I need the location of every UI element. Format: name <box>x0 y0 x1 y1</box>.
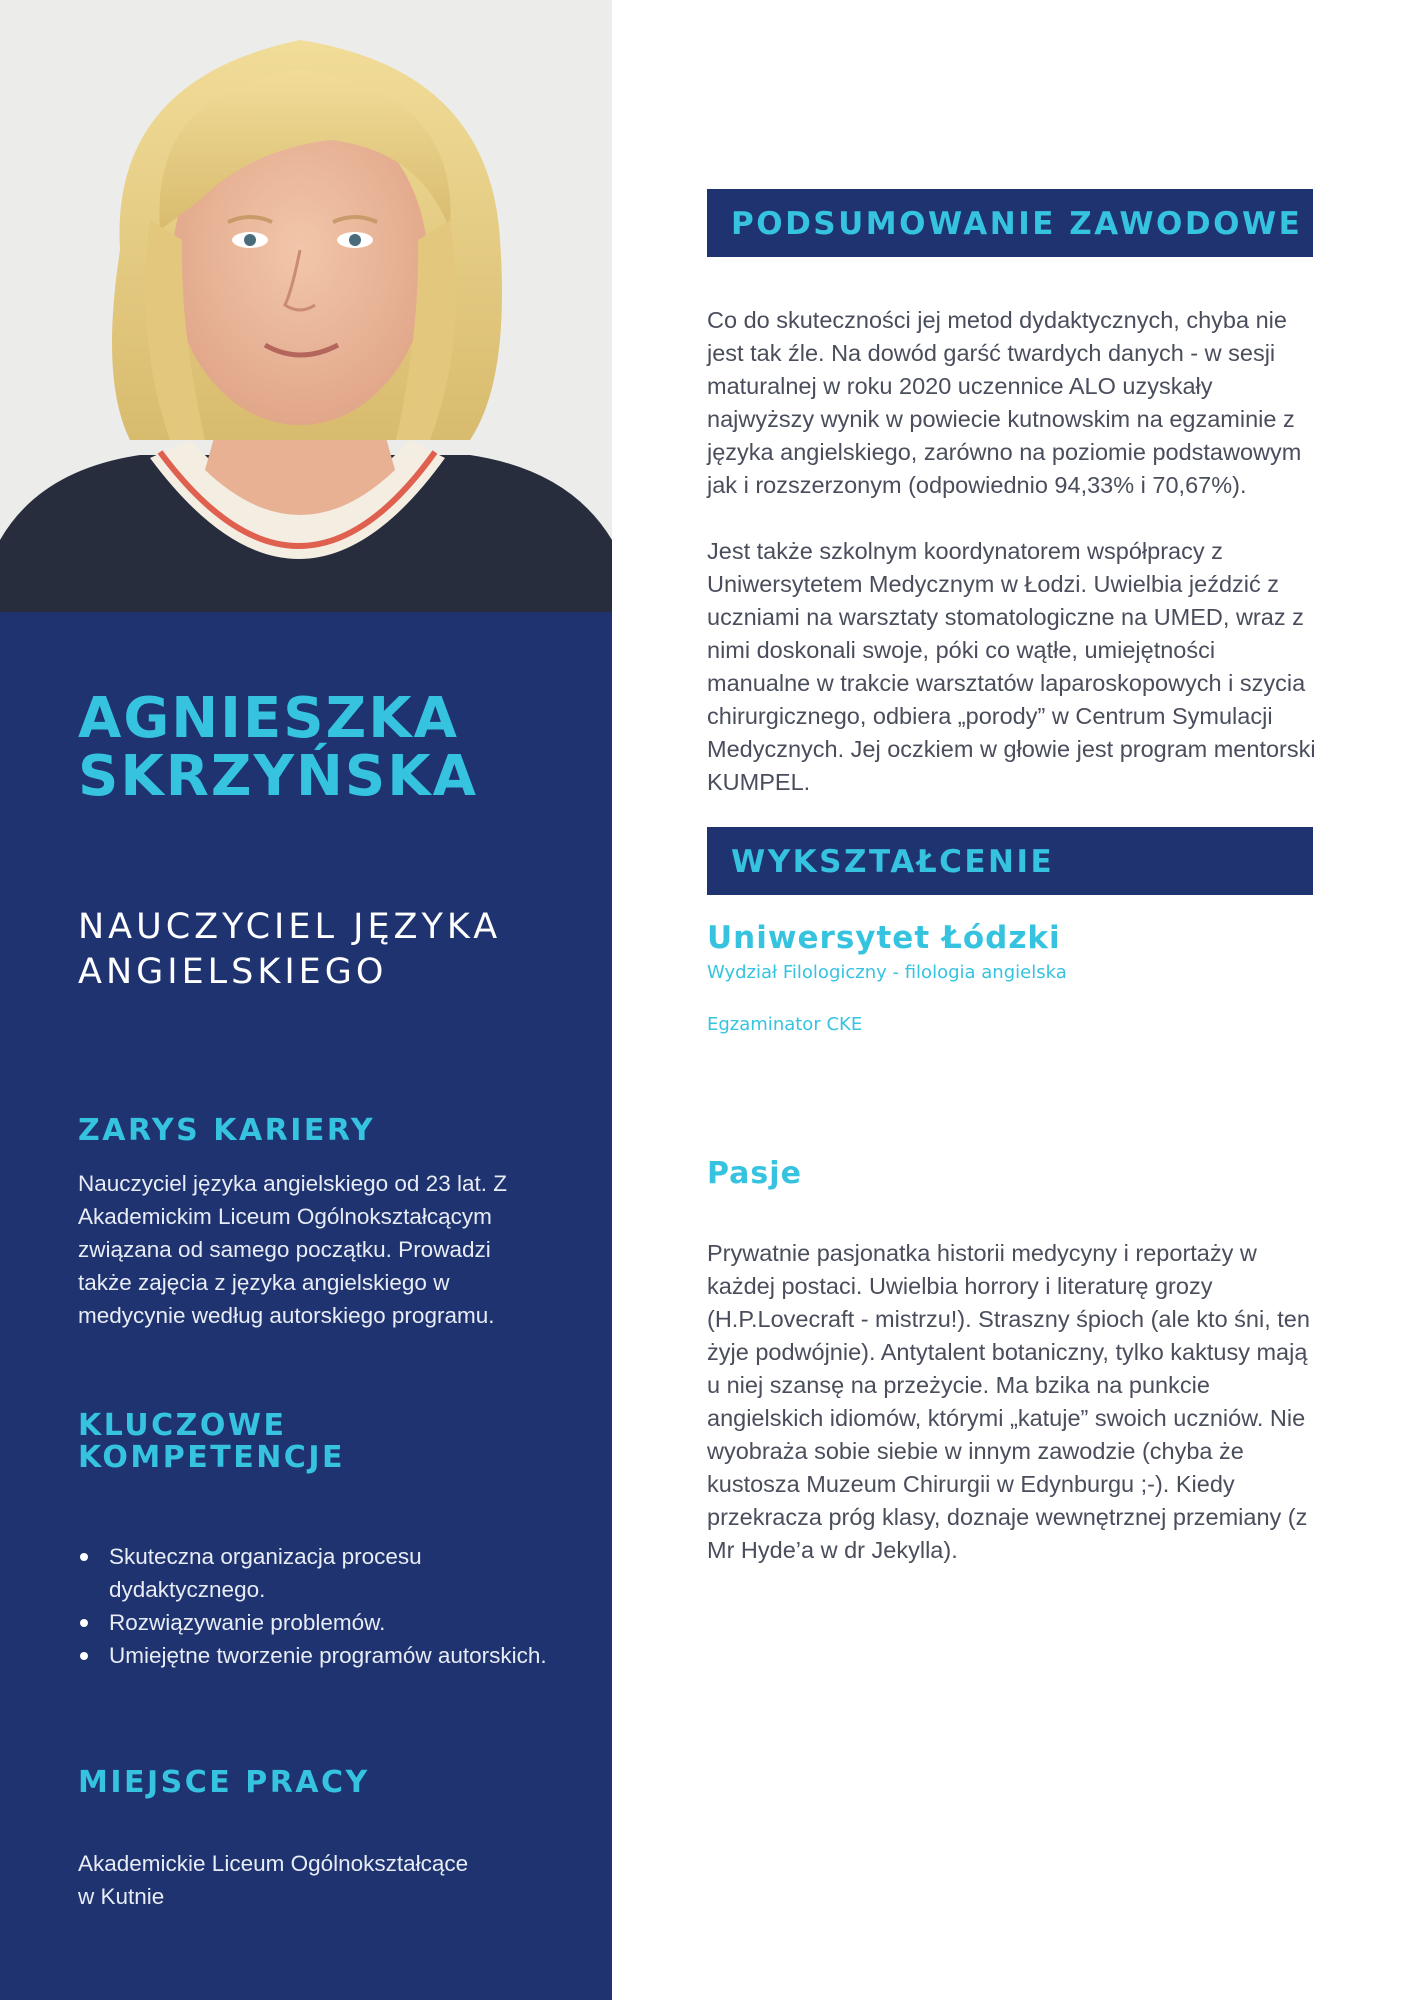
portrait-photo <box>0 0 612 612</box>
workplace-line2: w Kutnie <box>78 1884 165 1909</box>
list-item: Rozwiązywanie problemów. <box>78 1606 548 1639</box>
summary-heading-bar <box>707 189 1313 257</box>
last-name: SKRZYŃSKA <box>78 744 478 809</box>
list-item: Skuteczna organizacja procesu dydaktycznego. <box>78 1540 548 1606</box>
competencies-heading-line1: KLUCZOWE <box>78 1408 287 1443</box>
competencies-list <box>78 1540 548 1672</box>
job-title: NAUCZYCIEL JĘZYKA ANGIELSKIEGO <box>78 907 502 992</box>
university-name: Uniwersytet Łódzki <box>707 920 1061 956</box>
summary-heading: PODSUMOWANIE ZAWODOWE <box>731 206 1303 242</box>
education-heading-bar <box>707 827 1313 895</box>
workplace-heading: MIEJSCE PRACY <box>78 1765 370 1800</box>
person-name <box>78 686 598 809</box>
workplace-text <box>78 1847 548 1913</box>
list-item: Umiejętne tworzenie programów autorskich. <box>78 1639 548 1672</box>
career-text: Nauczyciel języka angielskiego od 23 lat. Z Akademickim Liceum Ogólnokształcącym związana od samego początku. Prowadzi także zajęcia z języka angielskiego w medycynie według autorskiego programu. <box>78 1171 507 1328</box>
examiner-note: Egzaminator CKE <box>707 1014 863 1035</box>
left-sidebar <box>0 0 612 2000</box>
summary-paragraph-1: Co do skuteczności jej metod dydaktycznych, chyba nie jest tak źle. Na dowód garść twardych danych - w sesji maturalnej w roku 2020 uczennice ALO uzyskały najwyższy wynik w powiecie kutnowskim na egzaminie z języka angielskiego, zarówno na poziomie podstawowym jak i rozszerzonym (odpowiednio 94,33% i 70,67%). <box>707 307 1302 498</box>
portrait-illustration <box>0 0 612 612</box>
workplace-line1: Akademickie Liceum Ogólnokształcące <box>78 1851 469 1876</box>
faculty-name: Wydział Filologiczny - filologia angielska <box>707 962 1067 983</box>
competencies-heading <box>78 1410 345 1474</box>
passions-heading: Pasje <box>707 1156 802 1191</box>
passions-text: Prywatnie pasjonatka historii medycyny i reportaży w każdej postaci. Uwielbia horrory i literaturę grozy (H.P.Lovecraft - mistrzu!). Straszny śpioch (ale kto śni, ten żyje podwójnie). Antytalent botaniczny, tylko kaktusy mają u niej szansę na przeżycie. Ma bzika na punkcie angielskich idiomów, którymi „katuje” swoich uczniów. Nie wyobraża sobie siebie w innym zawodzie (chyba że kustosza Muzeum Chirurgii w Edynburgu ;-). Kiedy przekracza próg klasy, doznaje wewnętrznej przemiany (z Mr Hyde’a w dr Jekylla). <box>707 1240 1310 1563</box>
career-heading: ZARYS KARIERY <box>78 1113 376 1148</box>
first-name: AGNIESZKA <box>78 686 459 751</box>
education-heading: WYKSZTAŁCENIE <box>731 844 1055 880</box>
competencies-heading-line2: KOMPETENCJE <box>78 1440 345 1475</box>
summary-paragraph-2: Jest także szkolnym koordynatorem współpracy z Uniwersytetem Medycznym w Łodzi. Uwielbia jeździć z uczniami na warsztaty stomatologiczne na UMED, wraz z nimi doskonali swoje, póki co wątłe, umiejętności manualne w trakcie warsztatów laparoskopowych i szycia chirurgicznego, odbiera „porody” w Centrum Symulacji Medycznych. Jej oczkiem w głowie jest program mentorski KUMPEL. <box>707 538 1316 795</box>
